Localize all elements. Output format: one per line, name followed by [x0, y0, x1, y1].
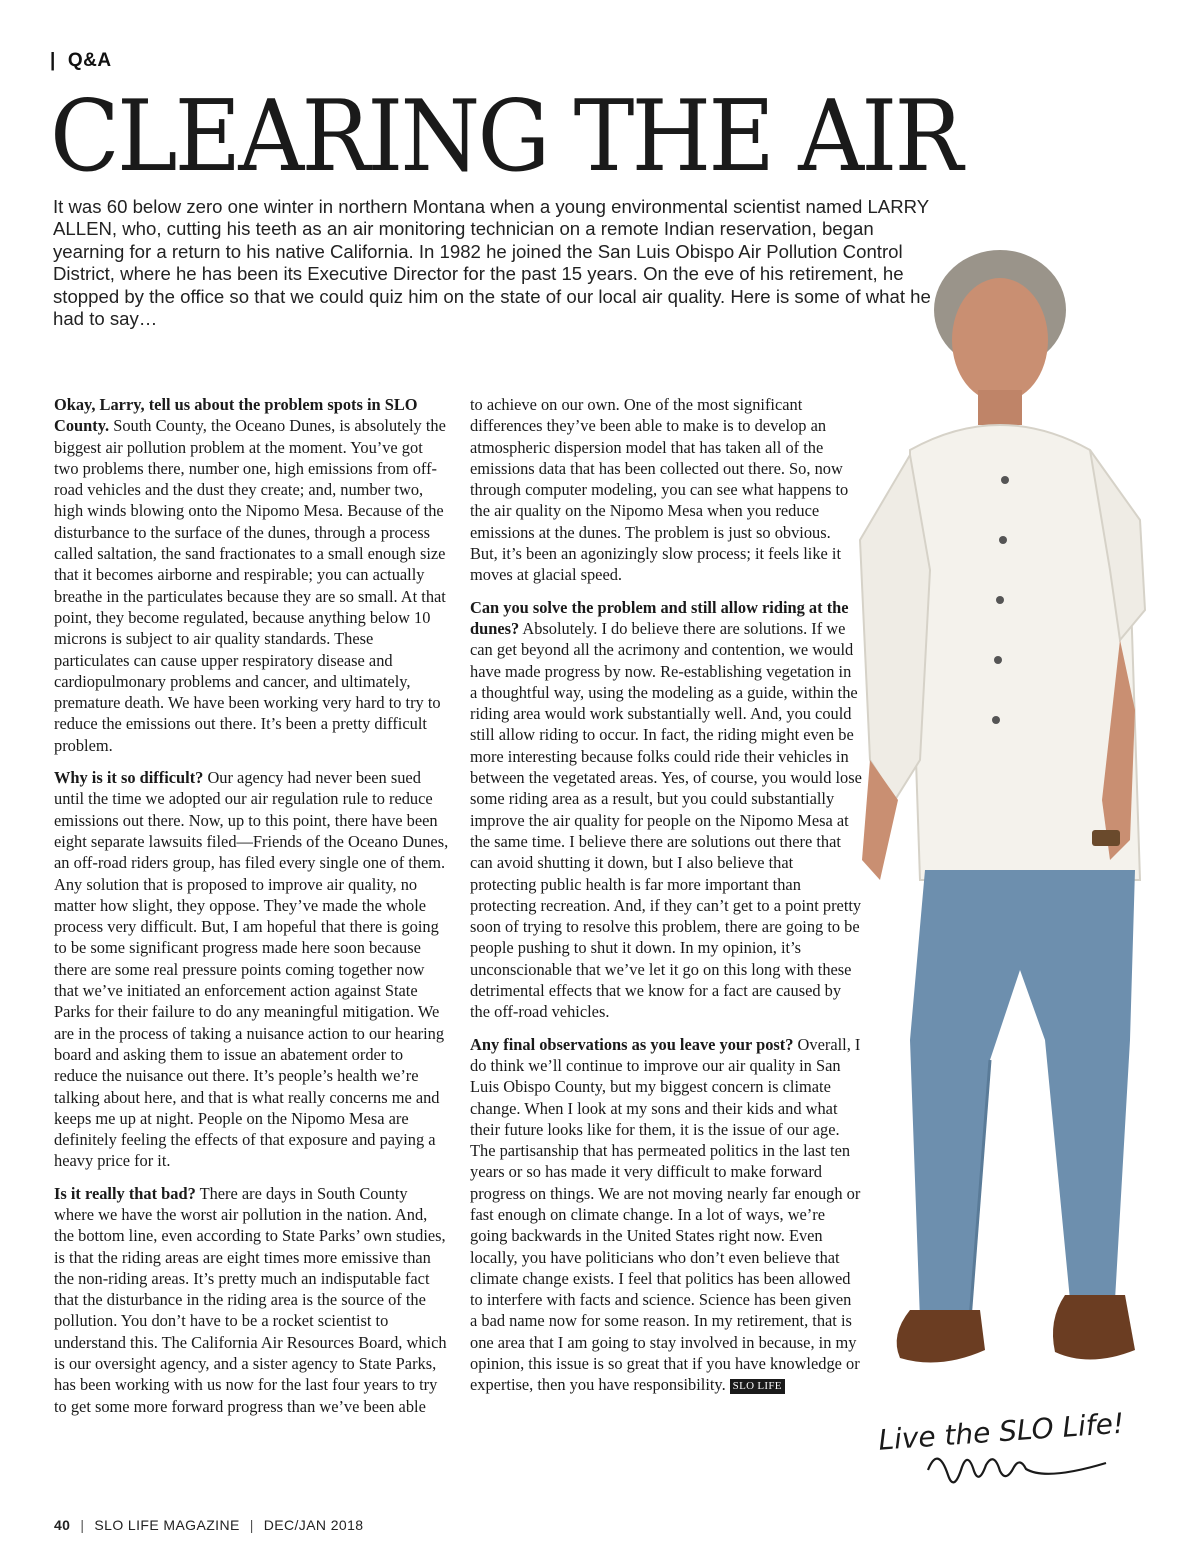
question: Okay, Larry, tell us about the problem spots in SLO County.	[54, 395, 418, 436]
portrait-photo	[840, 240, 1200, 1530]
answer: South County, the Oceano Dunes, is absolutely the biggest air pollution problem at the moment. You’ve got two problems there, number one, high emissions from off-road vehicles and the dust they create; and, number two, high winds blowing onto the Nipomo Mesa. Because of the disturbance to the surface of the dunes, through a process called saltation, the sand fractionates to a small enough size that it becomes airborne and respirable; you can actually breathe in the particulates because they are so small. At that point, they become regulated, because anything below 10 microns is subject to air quality standards. These particulates can cause upper respiratory disease and cardiopulmonary problems and cancer, and ultimately, premature death. We have been working very hard to try to reduce the emissions out there. It’s been a pretty difficult problem.	[54, 416, 446, 755]
signature-slogan: Live the SLO Life!	[877, 1406, 1126, 1457]
page-footer	[54, 1517, 363, 1533]
end-mark-badge: SLO LIFE	[730, 1379, 785, 1394]
question: Can you solve the problem and still allow riding at the dunes?	[470, 597, 849, 638]
answer: Overall, I do think we’ll continue to improve our air quality in San Luis Obispo County, but my biggest concern is climate change. When I look at my sons and their kids and what their future looks like for them, it is the issue of our age. The partisanship that has permeated politics in the last ten years or so has made it very difficult to make forward progress on things. We are not moving nearly far enough or fast enough on climate change. In a lot of ways, we’re going backwards in the United States right now. Even locally, you have politicians who don’t even believe that climate change exists. I feel that politics has been allowed to interfere with facts and science. Science has been given a bad name now for some reason. In my retirement, that is one area that I am going to stay involved in because, in my opinion, this issue is so great that if you have knowledge or expertise, then you have responsibility.	[470, 1034, 861, 1395]
article-column-left	[54, 394, 449, 1428]
article-column-right	[470, 394, 862, 1407]
intro-paragraph: It was 60 below zero one winter in northern Montana when a young environmental scientist named LARRY ALLEN, who, cutting his teeth as an air monitoring technician on a remote Indian reservation, began yearning for a return to his native California. In 1982 he joined the San Luis Obispo Air Pollution Control District, where he has been its Executive Director for the past 15 years. On the eve of his retirement, he stopped by the office so that we could quiz him on the state of our local air quality. Here is some of what he had to say…	[53, 196, 931, 330]
footer-divider: |	[80, 1517, 85, 1533]
answer: Absolutely. I do believe there are solutions. If we can get beyond all the acrimony and contention, we would have made progress by now. Re-establishing vegetation in a thoughtful way, using the modeling as a guide, within the riding area would work substantially well. And, you could still allow riding to occur. In fact, the riding might even be more interesting because folks could ride their vehicles in between the vegetated areas. Yes, of course, you would lose some riding area as a result, but you could substantially improve the air quality for people on the Nipomo Mesa at the same time. I believe there are solutions out there that can avoid shutting it down, but I also believe that protecting public health is far more important than protecting recreation. And, if they can’t get to a point pretty soon of trying to resolve this problem, there are going to be people pushing to shut it down. In my opinion, it’s unconscionable that we’ve let it go on this long with these detrimental effects that we know for a fact are caused by the off-road vehicles.	[470, 618, 862, 1022]
section-label	[50, 50, 112, 72]
issue-date: DEC/JAN 2018	[263, 1517, 364, 1533]
answer: There are days in South County where we have the worst air pollution in the nation. And, the bottom line, even according to State Parks’ own studies, is that the riding areas are eight times more emissive than the non-riding areas. It’s pretty much an indisputable fact that the disturbance in the riding area is the source of the pollution. You don’t have to be a rocket scientist to understand this. The California Air Resources Board, which is our oversight agency, and a sister agency to State Parks, has been working with us now for the last four years to try to get some more forward progress than we’ve been able	[54, 1183, 447, 1416]
qa-paragraph	[54, 1183, 449, 1417]
qa-paragraph	[470, 1034, 862, 1396]
qa-paragraph	[470, 394, 862, 586]
question: Why is it so difficult?	[54, 768, 204, 788]
signature	[868, 1398, 1198, 1508]
qa-paragraph	[470, 597, 862, 1023]
magazine-name: SLO LIFE MAGAZINE	[94, 1517, 240, 1533]
page-title: CLEARING THE AIR	[50, 80, 961, 194]
question: Is it really that bad?	[54, 1183, 196, 1203]
section-name: Q&A	[67, 50, 112, 71]
qa-paragraph	[54, 767, 449, 1172]
section-divider: |	[50, 50, 56, 71]
page-number: 40	[54, 1517, 71, 1533]
answer-continued: to achieve on our own. One of the most significant differences they’ve been able to make is to develop an atmospheric dispersion model that has taken all of the emissions data that has been collected out there. So, now through computer modeling, you can see what happens to the air quality on the Nipomo Mesa when you reduce emissions at the dunes. The problem is just so obvious. But, it’s been an agonizingly slow process; it feels like it moves at glacial speed.	[470, 395, 849, 585]
qa-paragraph	[54, 394, 449, 756]
footer-divider: |	[249, 1517, 254, 1533]
question: Any final observations as you leave your post?	[470, 1034, 794, 1054]
answer: Our agency had never been sued until the time we adopted our air regulation rule to reduce emissions out there. Now, up to this point, there have been eight separate lawsuits filed—Friends of the Oceano Dunes, an off-road riders group, has filed every single one of them. Any solution that is proposed to improve air quality, no matter how slight, they oppose. They’ve made the whole process very difficult. But, I am hopeful that there is going to be some significant progress made here soon because there are some real pressure points coming together now that we’ve initiated an enforcement action against State Parks for their failure to do any meaningful mitigation. We are in the process of taking a nuisance action to our hearing board and asking them to issue an abatement order to reduce the nuisance out there. It’s people’s health we’re talking about here, and that is what really concerns me and keeps me up at night. People on the Nipomo Mesa are definitely feeling the effects of that exposure and paying a heavy price for it.	[54, 768, 449, 1171]
